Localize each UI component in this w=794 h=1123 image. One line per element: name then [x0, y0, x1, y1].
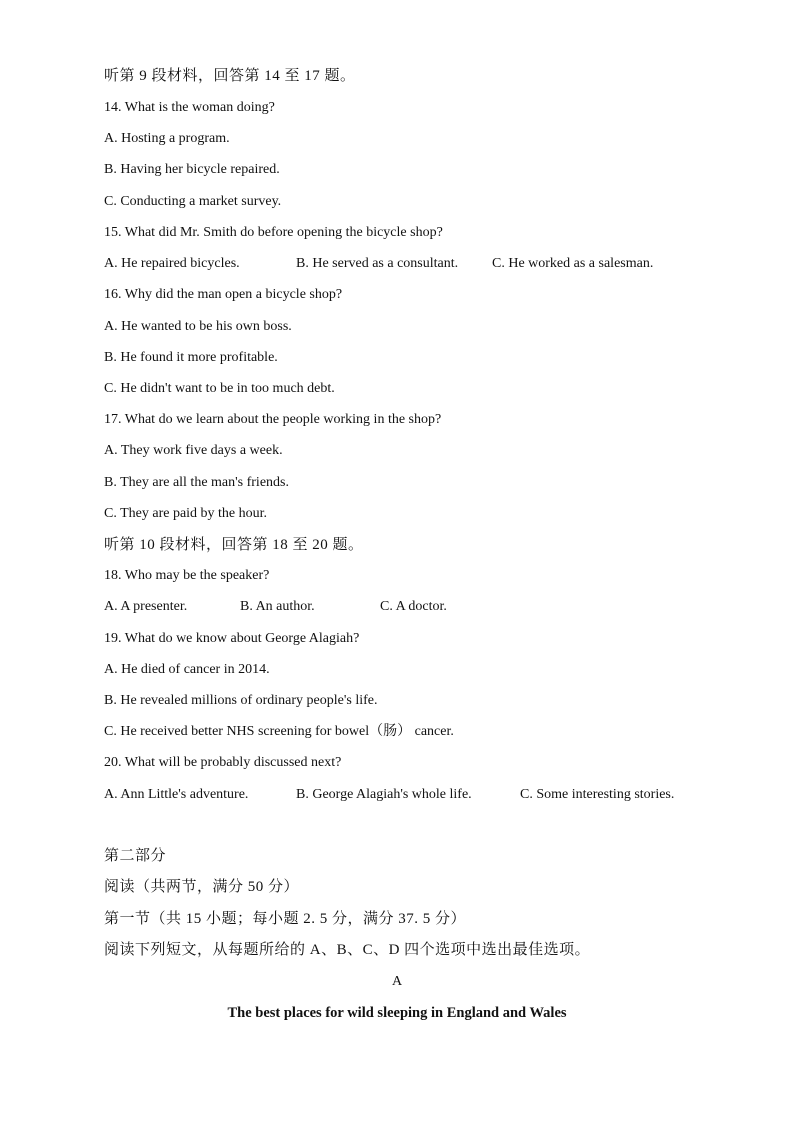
q15-option-b: B. He served as a consultant. — [296, 256, 459, 271]
q15-option-a: A. He repaired bicycles. — [104, 256, 240, 271]
q15-options-row — [104, 254, 704, 274]
question-14: 14. What is the woman doing? — [104, 100, 275, 115]
section-1-header: 第一节（共 15 小题；每小题 2. 5 分，满分 37. 5 分） — [104, 911, 467, 927]
q14-option-a: A. Hosting a program. — [104, 131, 230, 146]
q17-option-b: B. They are all the man's friends. — [104, 475, 289, 490]
q19-option-c: C. He received better NHS screening for bowel（肠） cancer. — [104, 724, 454, 739]
q20-option-a: A. Ann Little's adventure. — [104, 787, 249, 802]
q18-option-a: A. A presenter. — [104, 599, 188, 614]
question-17: 17. What do we learn about the people working in the shop? — [104, 412, 442, 427]
q19-option-a: A. He died of cancer in 2014. — [104, 662, 270, 677]
q19-option-b: B. He revealed millions of ordinary people's life. — [104, 693, 378, 708]
passage-title: The best places for wild sleeping in England and Wales — [227, 1005, 567, 1021]
q20-option-b: B. George Alagiah's whole life. — [296, 787, 472, 802]
q14-option-b: B. Having her bicycle repaired. — [104, 162, 280, 177]
q16-option-c: C. He didn't want to be in too much debt. — [104, 381, 335, 396]
q20-options-row — [104, 785, 724, 805]
section-9-header: 听第 9 段材料，回答第 14 至 17 题。 — [104, 68, 356, 84]
question-15: 15. What did Mr. Smith do before opening the bicycle shop? — [104, 225, 443, 240]
q18-option-b: B. An author. — [240, 599, 315, 614]
q18-options-row — [104, 597, 504, 617]
q16-option-a: A. He wanted to be his own boss. — [104, 319, 292, 334]
question-16: 16. Why did the man open a bicycle shop? — [104, 287, 343, 302]
q17-option-c: C. They are paid by the hour. — [104, 506, 268, 521]
q15-option-c: C. He worked as a salesman. — [492, 256, 654, 271]
q17-option-a: A. They work five days a week. — [104, 443, 283, 458]
part-2-title: 第二部分 — [104, 848, 167, 864]
q20-option-c: C. Some interesting stories. — [520, 787, 675, 802]
q16-option-b: B. He found it more profitable. — [104, 350, 278, 365]
question-20: 20. What will be probably discussed next? — [104, 755, 342, 770]
reading-instruction: 阅读下列短文，从每题所给的 A、B、C、D 四个选项中选出最佳选项。 — [104, 942, 591, 958]
section-10-header: 听第 10 段材料，回答第 18 至 20 题。 — [104, 537, 364, 553]
question-19: 19. What do we know about George Alagiah? — [104, 631, 360, 646]
q14-option-c: C. Conducting a market survey. — [104, 194, 282, 209]
passage-letter: A — [391, 974, 403, 989]
question-18: 18. Who may be the speaker? — [104, 568, 270, 583]
q18-option-c: C. A doctor. — [380, 599, 447, 614]
reading-header: 阅读（共两节，满分 50 分） — [104, 879, 300, 895]
